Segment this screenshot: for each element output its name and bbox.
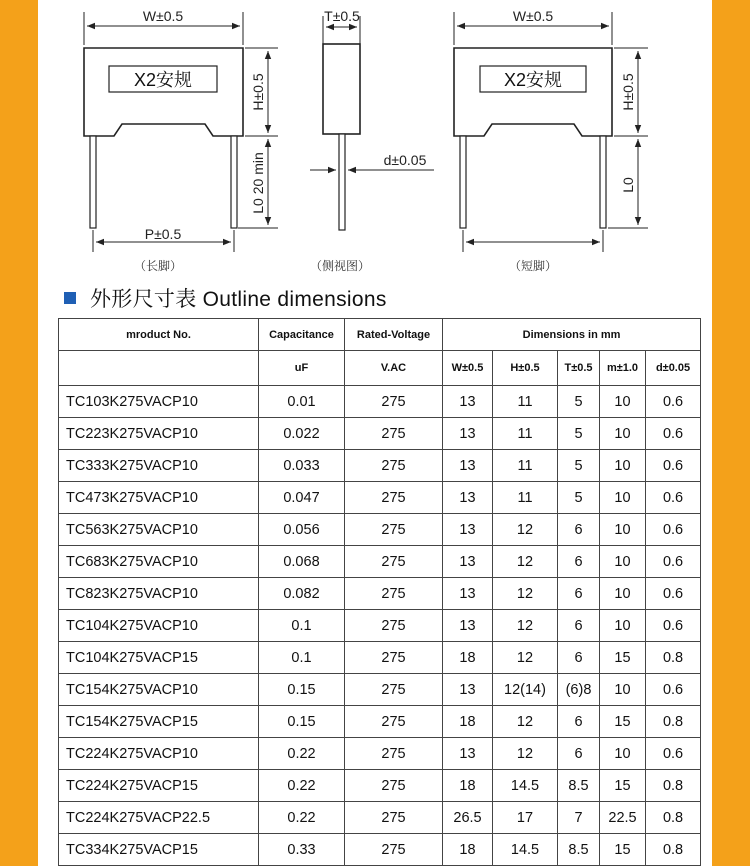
lead-right — [231, 136, 237, 228]
cell-d: 0.8 — [646, 642, 701, 674]
table-row — [59, 642, 701, 674]
cell-w: 26.5 — [443, 802, 493, 834]
long-caption: （长脚） — [133, 259, 183, 273]
cell-product: TC683K275VACP10 — [59, 546, 259, 578]
short-body-text: X2安规 — [503, 70, 563, 90]
outline-diagrams — [38, 0, 712, 280]
cell-m: 15 — [600, 642, 646, 674]
cell-volt: 275 — [345, 450, 443, 482]
cell-product: TC224K275VACP15 — [59, 770, 259, 802]
cell-m: 10 — [600, 546, 646, 578]
cell-d: 0.6 — [646, 578, 701, 610]
cell-h: 11 — [493, 450, 558, 482]
cell-d: 0.6 — [646, 674, 701, 706]
cell-d: 0.8 — [646, 834, 701, 866]
cell-product: TC104K275VACP10 — [59, 610, 259, 642]
cell-volt: 275 — [345, 514, 443, 546]
dimensions-table — [58, 318, 701, 866]
table-row — [59, 610, 701, 642]
cell-product: TC104K275VACP15 — [59, 642, 259, 674]
short-caption: （短脚） — [508, 259, 558, 273]
cell-volt: 275 — [345, 482, 443, 514]
cell-m: 10 — [600, 674, 646, 706]
cell-t: 6 — [558, 578, 600, 610]
cell-cap: 0.01 — [259, 386, 345, 418]
header-d: d±0.05 — [646, 351, 701, 386]
cell-h: 12 — [493, 578, 558, 610]
table-row — [59, 450, 701, 482]
cell-m: 15 — [600, 834, 646, 866]
cell-volt: 275 — [345, 610, 443, 642]
cell-w: 18 — [443, 706, 493, 738]
cell-w: 13 — [443, 674, 493, 706]
table-row — [59, 770, 701, 802]
cell-w: 18 — [443, 642, 493, 674]
cell-h: 11 — [493, 418, 558, 450]
table-row — [59, 738, 701, 770]
diameter-label: d±0.05 — [383, 152, 427, 168]
cell-cap: 0.047 — [259, 482, 345, 514]
pitch-label: P±0.5 — [144, 226, 182, 242]
cell-h: 11 — [493, 386, 558, 418]
cell-cap: 0.1 — [259, 610, 345, 642]
header-volt-unit: V.AC — [345, 351, 443, 386]
cell-h: 17 — [493, 802, 558, 834]
cell-cap: 0.068 — [259, 546, 345, 578]
table-row — [59, 514, 701, 546]
cell-h: 12 — [493, 706, 558, 738]
cell-t: 5 — [558, 482, 600, 514]
cell-w: 13 — [443, 418, 493, 450]
cell-w: 18 — [443, 834, 493, 866]
cell-t: 5 — [558, 450, 600, 482]
cell-product: TC473K275VACP10 — [59, 482, 259, 514]
cell-t: 5 — [558, 386, 600, 418]
table-row — [59, 546, 701, 578]
section-title: 外形尺寸表 Outline dimensions — [90, 288, 387, 311]
cell-t: 6 — [558, 738, 600, 770]
cell-h: 12 — [493, 546, 558, 578]
cell-d: 0.6 — [646, 546, 701, 578]
cell-h: 12 — [493, 610, 558, 642]
cell-d: 0.6 — [646, 610, 701, 642]
section-heading — [64, 284, 387, 312]
cell-product: TC223K275VACP10 — [59, 418, 259, 450]
cell-h: 12 — [493, 738, 558, 770]
cell-product: TC224K275VACP10 — [59, 738, 259, 770]
header-m: m±1.0 — [600, 351, 646, 386]
cell-volt: 275 — [345, 578, 443, 610]
long-lead-label: L0 20 min — [250, 152, 266, 214]
cell-product: TC334K275VACP15 — [59, 834, 259, 866]
cell-m: 10 — [600, 450, 646, 482]
cell-h: 11 — [493, 482, 558, 514]
table-body — [59, 386, 701, 866]
cell-m: 10 — [600, 738, 646, 770]
short-lead-diagram — [454, 8, 648, 273]
table-header-row-2 — [59, 351, 701, 386]
table-row — [59, 578, 701, 610]
cell-volt: 275 — [345, 738, 443, 770]
cell-cap: 0.022 — [259, 418, 345, 450]
cell-m: 10 — [600, 418, 646, 450]
cell-h: 12(14) — [493, 674, 558, 706]
table-row — [59, 834, 701, 866]
cell-w: 13 — [443, 450, 493, 482]
cell-m: 22.5 — [600, 802, 646, 834]
cell-t: (6)8 — [558, 674, 600, 706]
header-dimensions: Dimensions in mm — [443, 319, 701, 351]
cell-cap: 0.15 — [259, 674, 345, 706]
table-row — [59, 802, 701, 834]
header-voltage: Rated-Voltage — [345, 319, 443, 351]
long-lead-diagram — [84, 8, 278, 273]
cell-cap: 0.22 — [259, 802, 345, 834]
cell-product: TC823K275VACP10 — [59, 578, 259, 610]
cell-t: 8.5 — [558, 770, 600, 802]
cell-cap: 0.056 — [259, 514, 345, 546]
cell-t: 7 — [558, 802, 600, 834]
long-body-text: X2安规 — [133, 70, 193, 90]
table-row — [59, 706, 701, 738]
header-w: W±0.5 — [443, 351, 493, 386]
table-row — [59, 482, 701, 514]
side-caption: （侧视图） — [309, 259, 371, 273]
cell-d: 0.6 — [646, 482, 701, 514]
long-width-label: W±0.5 — [142, 8, 184, 24]
cell-d: 0.8 — [646, 770, 701, 802]
cell-m: 15 — [600, 706, 646, 738]
side-view-diagram — [310, 8, 434, 273]
table-row — [59, 674, 701, 706]
lead-left — [90, 136, 96, 228]
cell-w: 13 — [443, 578, 493, 610]
header-h: H±0.5 — [493, 351, 558, 386]
cell-m: 10 — [600, 514, 646, 546]
cell-w: 13 — [443, 610, 493, 642]
cell-product: TC563K275VACP10 — [59, 514, 259, 546]
cell-volt: 275 — [345, 642, 443, 674]
cell-d: 0.8 — [646, 802, 701, 834]
short-width-label: W±0.5 — [512, 8, 554, 24]
table-row — [59, 418, 701, 450]
cell-volt: 275 — [345, 770, 443, 802]
cell-volt: 275 — [345, 834, 443, 866]
header-product: mroduct No. — [59, 319, 259, 351]
cell-cap: 0.033 — [259, 450, 345, 482]
cell-t: 5 — [558, 418, 600, 450]
thickness-label: T±0.5 — [324, 8, 360, 24]
long-height-label: H±0.5 — [250, 73, 266, 111]
cell-product: TC154K275VACP15 — [59, 706, 259, 738]
cell-product: TC224K275VACP22.5 — [59, 802, 259, 834]
cell-d: 0.6 — [646, 450, 701, 482]
lead-right — [600, 136, 606, 228]
cell-volt: 275 — [345, 418, 443, 450]
cell-t: 8.5 — [558, 834, 600, 866]
cell-product: TC333K275VACP10 — [59, 450, 259, 482]
cell-cap: 0.15 — [259, 706, 345, 738]
cell-d: 0.6 — [646, 418, 701, 450]
cell-w: 13 — [443, 482, 493, 514]
cell-w: 18 — [443, 770, 493, 802]
cell-cap: 0.33 — [259, 834, 345, 866]
table-row — [59, 386, 701, 418]
cell-volt: 275 — [345, 706, 443, 738]
cell-t: 6 — [558, 546, 600, 578]
cell-cap: 0.22 — [259, 738, 345, 770]
cell-m: 10 — [600, 386, 646, 418]
table-header-row-1 — [59, 319, 701, 351]
cell-cap: 0.1 — [259, 642, 345, 674]
cell-h: 14.5 — [493, 770, 558, 802]
short-lead-label: L0 — [620, 177, 636, 193]
header-t: T±0.5 — [558, 351, 600, 386]
cell-h: 12 — [493, 514, 558, 546]
cell-w: 13 — [443, 386, 493, 418]
cell-h: 12 — [493, 642, 558, 674]
cell-d: 0.6 — [646, 386, 701, 418]
side-lead — [339, 134, 345, 230]
cell-w: 13 — [443, 546, 493, 578]
cell-t: 6 — [558, 642, 600, 674]
cell-d: 0.6 — [646, 738, 701, 770]
cell-product: TC103K275VACP10 — [59, 386, 259, 418]
square-bullet-icon — [64, 292, 76, 304]
cell-t: 6 — [558, 706, 600, 738]
cell-m: 15 — [600, 770, 646, 802]
cell-volt: 275 — [345, 802, 443, 834]
cell-cap: 0.082 — [259, 578, 345, 610]
header-product-blank — [59, 351, 259, 386]
lead-left — [460, 136, 466, 228]
datasheet-page — [38, 0, 712, 866]
cell-t: 6 — [558, 514, 600, 546]
cell-d: 0.8 — [646, 706, 701, 738]
cell-volt: 275 — [345, 386, 443, 418]
cell-product: TC154K275VACP10 — [59, 674, 259, 706]
header-capacitance: Capacitance — [259, 319, 345, 351]
short-height-label: H±0.5 — [620, 73, 636, 111]
cell-volt: 275 — [345, 674, 443, 706]
cell-m: 10 — [600, 482, 646, 514]
cell-w: 13 — [443, 738, 493, 770]
cell-cap: 0.22 — [259, 770, 345, 802]
cell-m: 10 — [600, 610, 646, 642]
header-cap-unit: uF — [259, 351, 345, 386]
cell-w: 13 — [443, 514, 493, 546]
cell-h: 14.5 — [493, 834, 558, 866]
cell-d: 0.6 — [646, 514, 701, 546]
cell-m: 10 — [600, 578, 646, 610]
side-body — [323, 44, 360, 134]
cell-volt: 275 — [345, 546, 443, 578]
cell-t: 6 — [558, 610, 600, 642]
